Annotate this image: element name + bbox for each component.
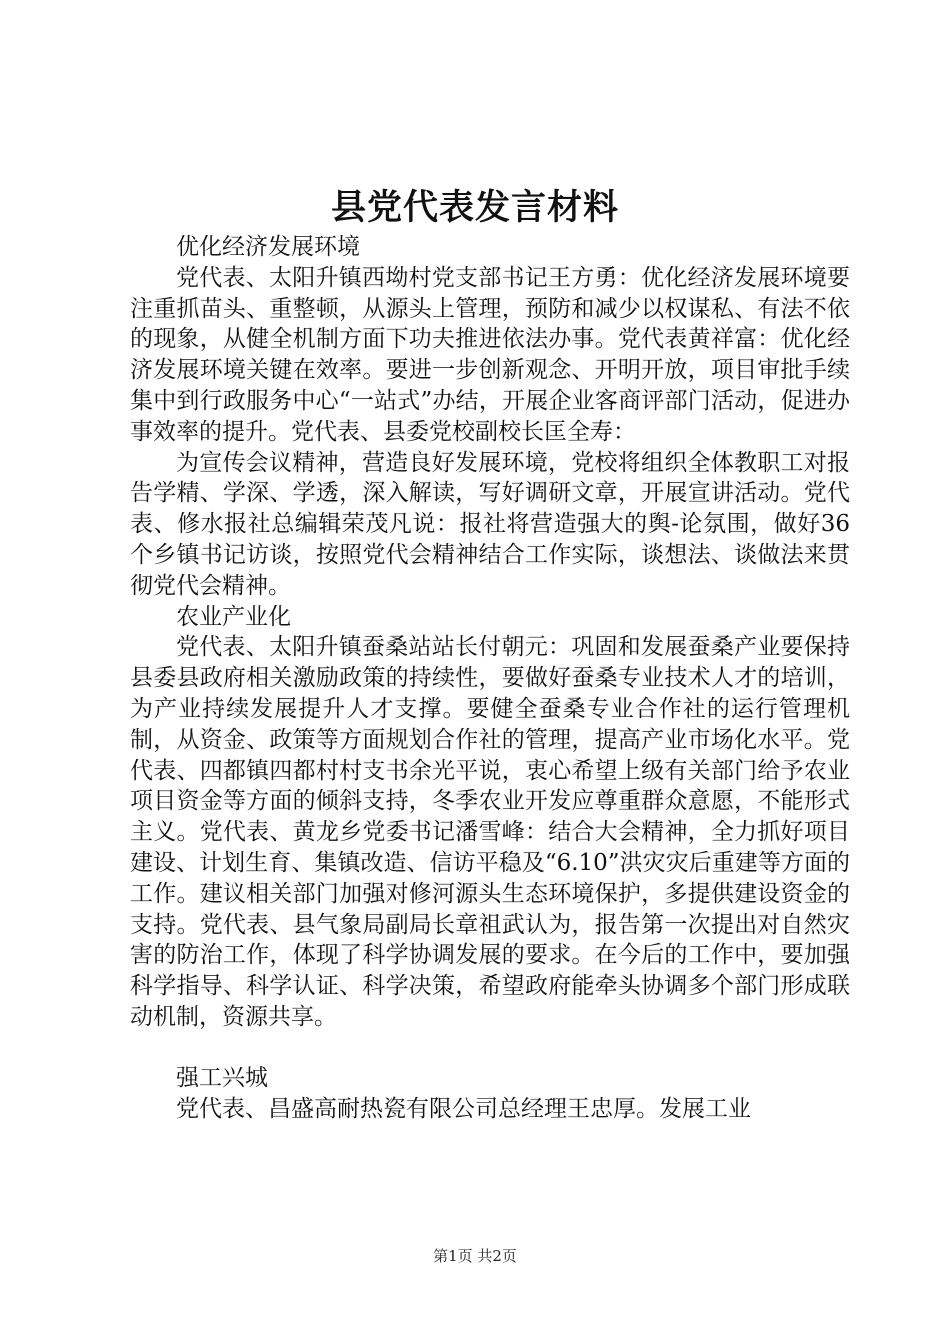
page-number-footer: 第1页 共2页 — [433, 1247, 517, 1265]
paragraph-gap — [130, 1033, 850, 1063]
section-heading-agriculture: 农业产业化 — [176, 603, 291, 630]
paragraph: 党代表、太阳升镇西坳村党支部书记王方勇：优化经济发展环境要注重抓苗头、重整顿，从源头上管理，预防和减少以权谋私、有法不依的现象，从健全机制方面下功夫推进依法办事。党代表黄祥富：优化经济发展环境关键在效率。要进一步创新观念、开明开放，项目审批手续集中到行政服务中心“一站式”办结，开展企业客商评部门活动，促进办事效率的提升。党代表、县委党校副校长匡全寿： — [130, 264, 850, 445]
document-body — [130, 232, 850, 1124]
paragraph: 党代表、昌盛高耐热瓷有限公司总经理王忠厚。发展工业 — [176, 1095, 751, 1122]
paragraph: 党代表、太阳升镇蚕桑站站长付朝元：巩固和发展蚕桑产业要保持县委县政府相关激励政策的持续性，要做好蚕桑专业技术人才的培训，为产业持续发展提升人才支撑。要健全蚕桑专业合作社的运行管理机制，从资金、政策等方面规划合作社的管理，提高产业市场化水平。党代表、四都镇四都村村支书余光平说，衷心希望上级有关部门给予农业项目资金等方面的倾斜支持，冬季农业开发应尊重群众意愿，不能形式主义。党代表、黄龙乡党委书记潘雪峰：结合大会精神，全力抓好项目建设、计划生育、集镇改造、信访平稳及“6.10”洪灾灾后重建等方面的工作。建议相关部门加强对修河源头生态环境保护，多提供建设资金的支持。党代表、县气象局副局长章祖武认为，报告第一次提出对自然灾害的防治工作，体现了科学协调发展的要求。在今后的工作中，要加强科学指导、科学认证、科学决策，希望政府能牵头协调多个部门形成联动机制，资源共享。 — [130, 634, 850, 1030]
section-heading-economy: 优化经济发展环境 — [176, 234, 360, 260]
section-heading-industry: 强工兴城 — [176, 1064, 268, 1091]
document-title: 县党代表发言材料 — [330, 187, 619, 228]
paragraph: 为宣传会议精神，营造良好发展环境，党校将组织全体教职工对报告学精、学深、学透，深入解读，写好调研文章，开展宣讲活动。党代表、修水报社总编辑荣茂凡说：报社将营造强大的舆-论氛围，做好36个乡镇书记访谈，按照党代会精神结合工作实际，谈想法、谈做法来贯彻党代会精神。 — [130, 449, 850, 599]
